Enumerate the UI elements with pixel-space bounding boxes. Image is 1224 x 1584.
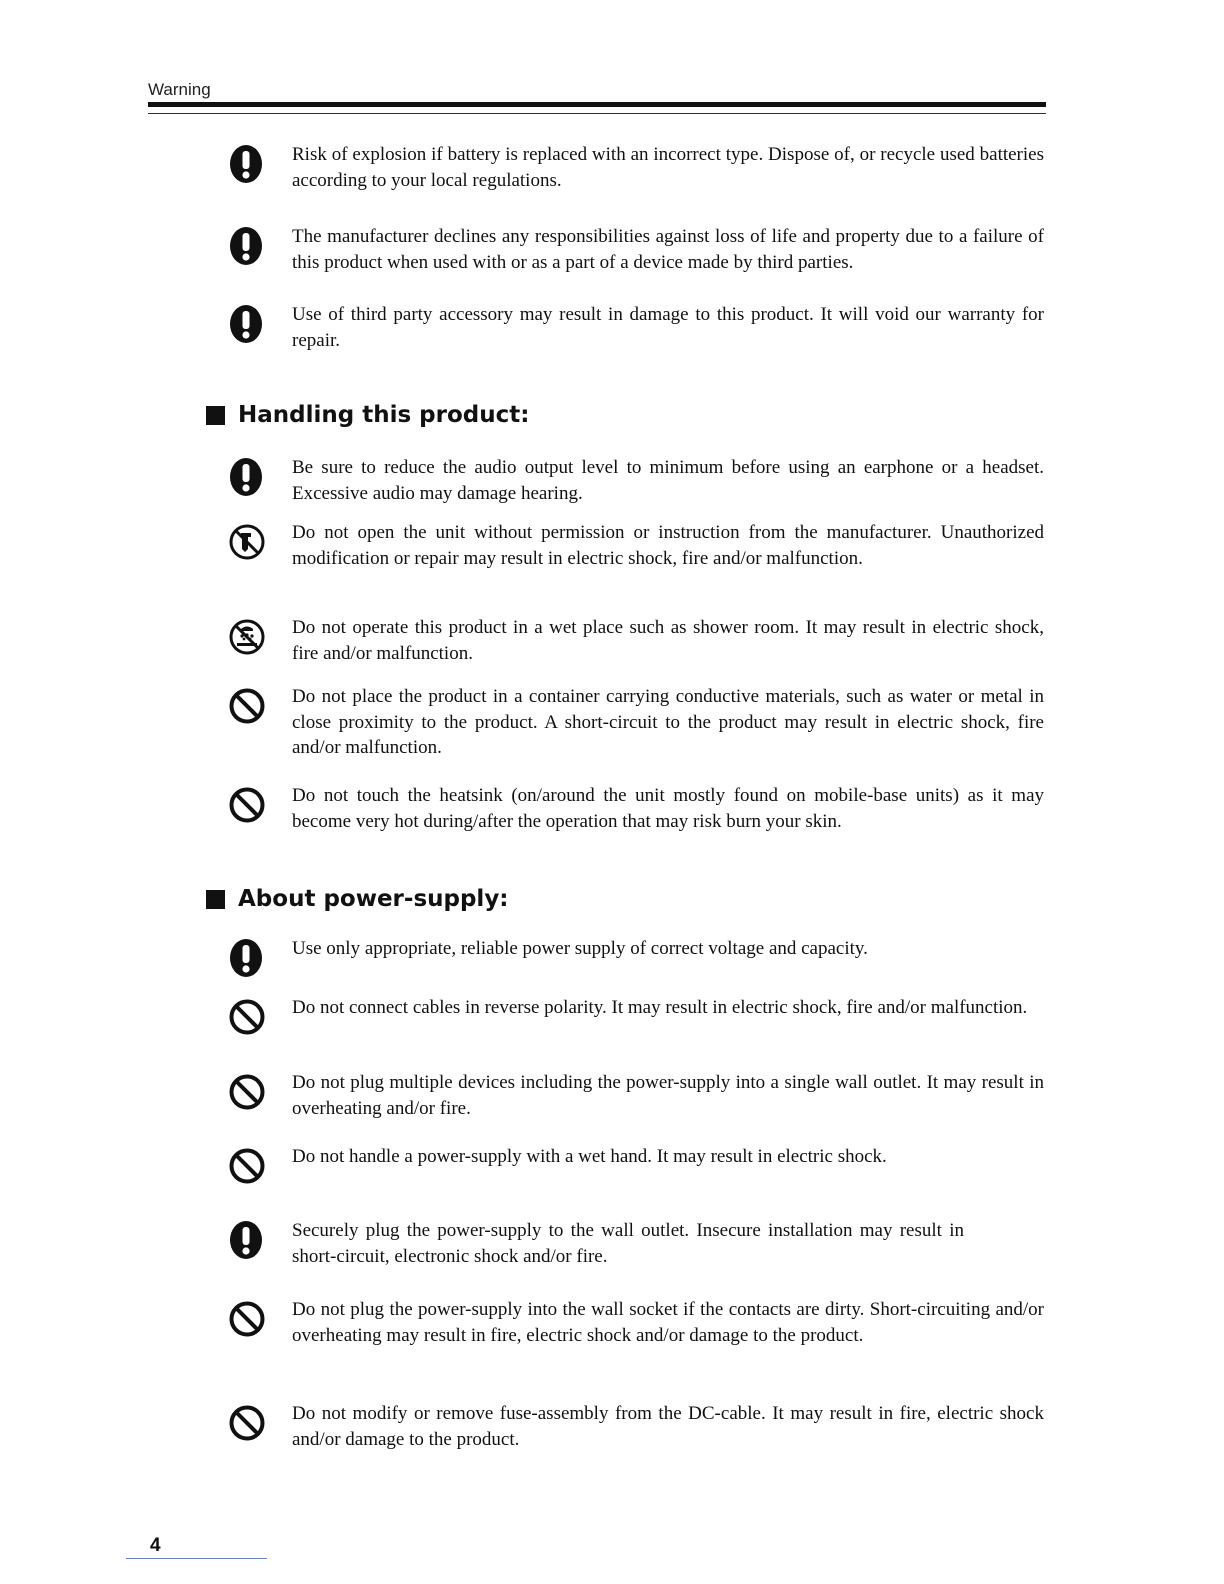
prohibited-icon xyxy=(228,997,266,1037)
warning-item xyxy=(228,1070,1044,1121)
exclamation-icon xyxy=(228,304,264,344)
warning-item xyxy=(228,684,1044,761)
warning-item xyxy=(228,615,1044,666)
warning-text: Use of third party accessory may result in damage to this product. It will void our warranty for repair. xyxy=(292,304,1044,351)
warning-item xyxy=(228,520,1044,571)
exclamation-icon xyxy=(228,226,264,266)
prohibited-icon xyxy=(228,1146,266,1186)
header-rule xyxy=(148,102,1046,107)
no-wet-place-icon xyxy=(228,617,266,657)
warning-text: Be sure to reduce the audio output level to minimum before using an earphone or a headset. Excessive audio may damage hearing. xyxy=(292,457,1044,504)
prohibited-icon xyxy=(228,1403,266,1443)
warning-text: The manufacturer declines any responsibilities against loss of life and property due to a failure of this product when used with or as a part of a device made by third parties. xyxy=(292,226,1044,273)
section-bullet xyxy=(206,890,225,909)
exclamation-icon xyxy=(228,938,264,978)
warning-text: Do not connect cables in reverse polarity. It may result in electric shock, fire and/or malfunction. xyxy=(292,997,1028,1018)
section-bullet xyxy=(206,406,225,425)
section-title-handling xyxy=(206,402,529,428)
prohibited-icon xyxy=(228,686,266,726)
warning-item xyxy=(228,1401,1044,1452)
prohibited-icon xyxy=(228,1299,266,1339)
warning-item xyxy=(228,1297,1044,1348)
warning-text: Risk of explosion if battery is replaced with an incorrect type. Dispose of, or recycle used batteries according to your local regulations. xyxy=(292,144,1044,191)
section-title-power xyxy=(206,886,509,912)
warning-item xyxy=(228,936,1044,978)
prohibited-icon xyxy=(228,785,266,825)
warning-text: Securely plug the power-supply to the wall outlet. Insecure installation may result in short-circuit, electronic shock and/or fire. xyxy=(292,1220,964,1267)
warning-text: Do not modify or remove fuse-assembly from the DC-cable. It may result in fire, electric shock and/or damage to the product. xyxy=(292,1403,1044,1450)
exclamation-icon xyxy=(228,1220,264,1260)
no-disassembly-icon xyxy=(228,522,266,562)
exclamation-icon xyxy=(228,144,264,184)
header-label: Warning xyxy=(148,80,211,99)
warning-item xyxy=(228,224,1044,275)
warning-item xyxy=(228,783,1044,834)
warning-item xyxy=(228,1218,1044,1269)
exclamation-icon xyxy=(228,457,264,497)
warning-text: Do not touch the heatsink (on/around the unit mostly found on mobile-base units) as it may become very hot during/after the operation that may risk burn your skin. xyxy=(292,785,1044,832)
footer-rule xyxy=(126,1558,267,1559)
header-rule-thin xyxy=(148,113,1046,114)
warning-text: Do not plug multiple devices including the power-supply into a single wall outlet. It may result in overheating and/or fire. xyxy=(292,1072,1044,1119)
warning-text: Do not open the unit without permission or instruction from the manufacturer. Unauthorized modification or repair may result in electric shock, fire and/or malfunction. xyxy=(292,522,1044,569)
warning-item xyxy=(228,142,1044,193)
prohibited-icon xyxy=(228,1072,266,1112)
warning-item xyxy=(228,455,1044,506)
warning-item xyxy=(228,302,1044,353)
section-title-text: About power-supply: xyxy=(238,886,509,912)
page-number: 4 xyxy=(150,1535,161,1556)
warning-text: Do not plug the power-supply into the wall socket if the contacts are dirty. Short-circuiting and/or overheating may result in fire, electric shock and/or damage to the product. xyxy=(292,1299,1044,1346)
warning-text: Use only appropriate, reliable power supply of correct voltage and capacity. xyxy=(292,938,868,959)
warning-text: Do not place the product in a container carrying conductive materials, such as water or metal in close proximity to the product. A short-circuit to the product may result in electric shock, fire and/or malfunction. xyxy=(292,686,1044,758)
warning-text: Do not operate this product in a wet place such as shower room. It may result in electric shock, fire and/or malfunction. xyxy=(292,617,1044,664)
section-title-text: Handling this product: xyxy=(238,402,530,428)
warning-item xyxy=(228,1144,1044,1186)
warning-text: Do not handle a power-supply with a wet hand. It may result in electric shock. xyxy=(292,1146,887,1167)
warning-item xyxy=(228,995,1044,1037)
